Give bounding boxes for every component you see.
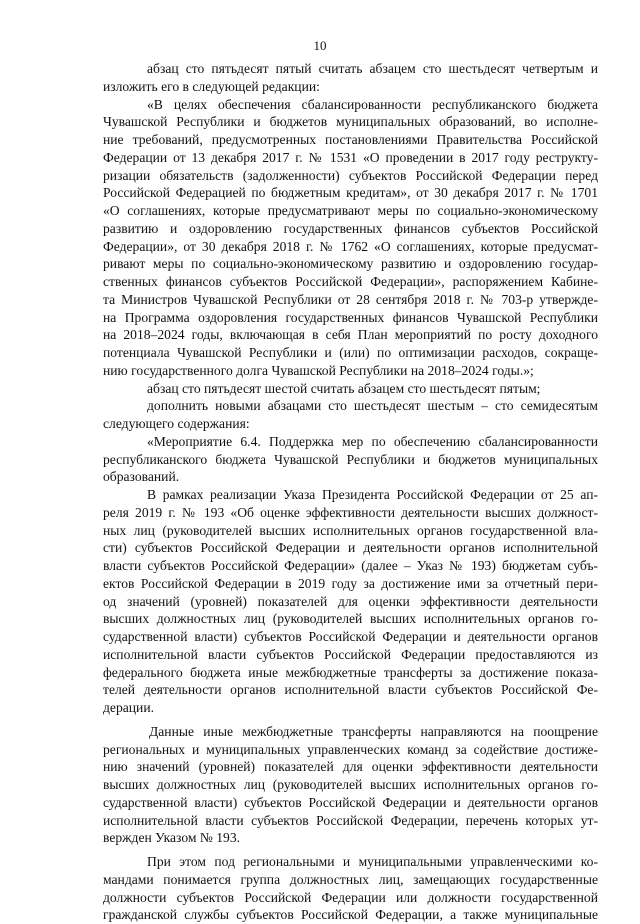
paragraph (103, 96, 598, 380)
text-line: нию значений (уровней) показателей для оценки эффективности деятельности (103, 759, 598, 775)
text-line: следующего содержания: (103, 416, 250, 431)
text-line: Российской Федерацией по бюджетным кредитам», от 30 декабря 2017 г. № 1701 (103, 185, 598, 201)
document-body (103, 60, 598, 924)
text-line: телей деятельности органов исполнительной власти субъектов Российской Фе- (103, 682, 598, 698)
text-line: ектов Российской Федерации в 2019 году за достижение ими за отчетный пери- (103, 575, 598, 591)
paragraph (103, 380, 598, 398)
text-line: «Мероприятие 6.4. Поддержка мер по обеспечению сбалансированности (147, 433, 598, 449)
text-line: высших должностных лиц (руководителей высших исполнительных органов го- (103, 611, 598, 627)
text-line: ние требований, предусмотренных постановлениями Правительства Российской (103, 132, 598, 147)
text-line: федерального бюджета иные межбюджетные трансферты за достижение показа- (103, 664, 598, 680)
text-line: высших должностных лиц (руководителей высших исполнительных органов го- (103, 777, 598, 792)
text-line: должности субъектов Российской Федерации или должности государственной (103, 889, 598, 905)
text-line: та Министров Чувашской Республики от 28 сентября 2018 г. № 703-р утвержде- (103, 291, 598, 307)
text-line: сударственной власти) субъектов Российской Федерации и деятельности органов (103, 629, 598, 644)
text-line: образований. (103, 469, 180, 485)
text-line: «О соглашениях, которые предусматривают меры по социально-экономическому (103, 203, 598, 218)
text-line: реля 2019 г. № 193 «Об оценке эффективности деятельности высших должност- (103, 504, 598, 520)
text-line: изложить его в следующей редакции: (103, 78, 320, 94)
text-line: Данные иные межбюджетные трансферты направляются на поощрение (149, 723, 598, 739)
text-line: Чувашской Республики и бюджетов муниципальных образований, во исполне- (103, 114, 598, 130)
text-line: региональных и муниципальных управленческих команд за содействие достиже- (103, 741, 598, 757)
text-line: республиканского бюджета Чувашской Республики и бюджетов муниципальных (103, 451, 598, 467)
text-line: исполнительной власти субъектов Российской Федерации предоставляются из (103, 646, 598, 662)
text-line: ственных финансов субъектов Российской Федерации», распоряжением Кабине- (103, 274, 598, 289)
text-line: нию государственного долга Чувашской Республики на 2018–2024 годы.»; (103, 362, 534, 378)
text-line: ризации обязательств (задолженности) субъектов Российской Федерации перед (103, 167, 598, 183)
paragraph (103, 60, 598, 96)
text-line: ривают меры по социально-экономическому развитию и оздоровлению государ- (103, 256, 598, 272)
text-line: Федерации», от 30 декабря 2018 г. № 1762 «О соглашениях, которые предусмат- (103, 238, 598, 254)
text-line: власти субъектов Российской Федерации» (далее – Указ № 193) бюджетам субъ- (103, 558, 598, 573)
text-line: исполнительной власти субъектов Российской Федерации, перечень которых ут- (103, 812, 598, 828)
text-line: абзац сто пятьдесят пятый считать абзацем сто шестьдесят четвертым и (147, 61, 598, 76)
text-line: на 2018–2024 годы, включающая в себя План мероприятий по росту доходного (103, 327, 598, 343)
text-line: гражданской службы субъектов Российской Федерации, а также муниципальные (103, 907, 598, 923)
text-line: од значений (уровней) показателей для оценки эффективности деятельности (103, 593, 598, 609)
text-line: потенциала Чувашской Республики и (или) по оптимизации расходов, сокраще- (103, 345, 598, 360)
text-line: дерации. (103, 700, 155, 715)
text-line: Федерации от 13 декабря 2017 г. № 1531 «О проведении в 2017 году реструкту- (103, 149, 598, 165)
text-line: ных лиц (руководителей высших исполнительных органов государственной вла- (103, 522, 598, 538)
text-line: «В целях обеспечения сбалансированности республиканского бюджета (147, 96, 598, 112)
text-line: на Программа оздоровления государственных финансов Чувашской Республики (103, 309, 598, 325)
text-line: сударственной власти) субъектов Российской Федерации и деятельности органов (103, 794, 598, 810)
text-line: мандами понимается группа должностных лиц, замещающих государственные (103, 871, 598, 887)
paragraph (103, 397, 598, 433)
paragraph (103, 433, 598, 486)
text-line: сти) субъектов Российской Федерации и деятельности органов исполнительной (103, 540, 598, 556)
paragraph (103, 723, 598, 847)
text-line: развитию и оздоровлению государственных финансов субъектов Российской (103, 220, 598, 236)
text-line: При этом под региональными и муниципальными управленческими ко- (147, 854, 598, 869)
paragraph (103, 853, 598, 924)
text-line: В рамках реализации Указа Президента Российской Федерации от 25 ап- (147, 487, 598, 502)
text-line: вержден Указом № 193. (103, 830, 241, 846)
page-number: 10 (313, 38, 327, 53)
paragraph (103, 486, 598, 717)
text-line: абзац сто пятьдесят шестой считать абзацем сто шестьдесят пятым; (147, 380, 541, 396)
text-line: дополнить новыми абзацами сто шестьдесят шестым – сто семидесятым (147, 398, 598, 414)
